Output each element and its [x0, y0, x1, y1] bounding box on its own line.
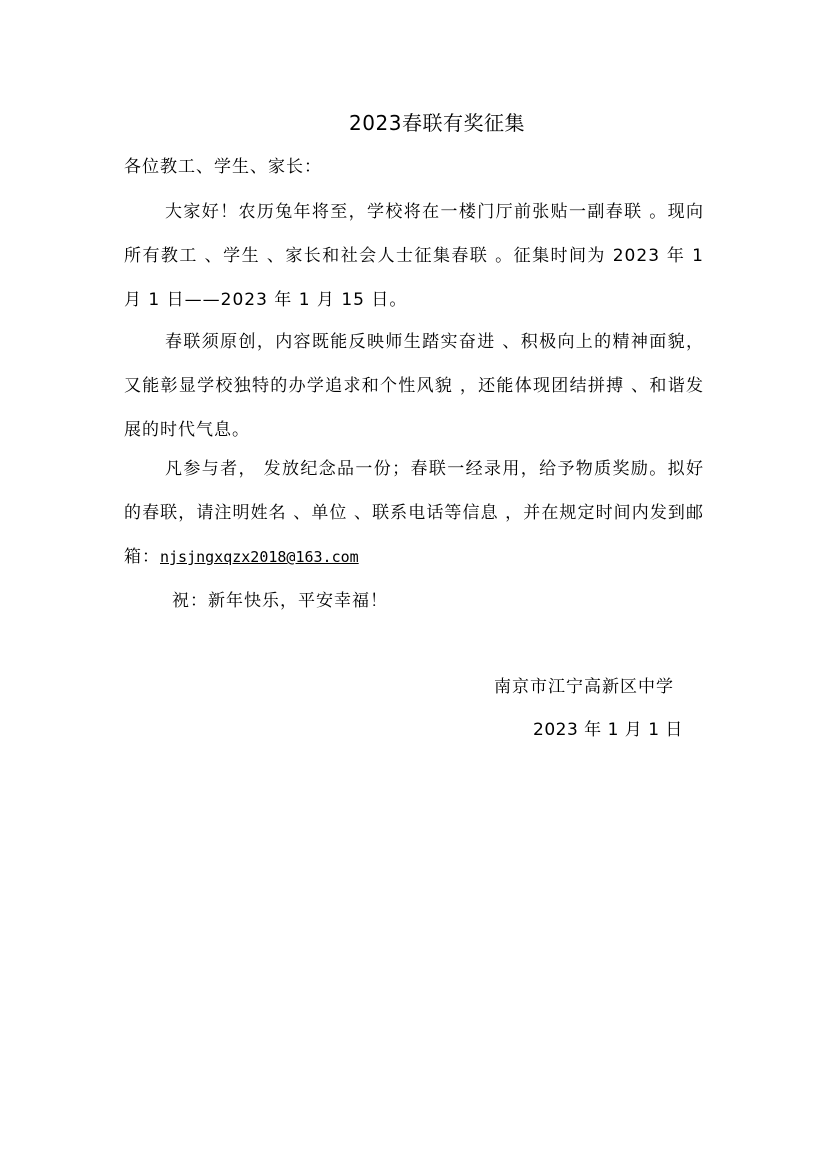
email-link[interactable]: njsjngxqzx2018@163.com [160, 548, 359, 566]
sign-date: 2023 年 1 月 1 日 [533, 720, 683, 740]
salutation: 各位教工、学生、家长： [124, 157, 322, 177]
paragraph-greeting: 大家好！农历兔年将至，学校将在一楼门厅前张贴一副春联 。现向所有教工 、学生 、家长和社会人士征集春联 。征集时间为 2023 年 1 月 1 日——2023 年 1 月 15 日。 [124, 202, 704, 310]
document-title: 2023春联有奖征集 [349, 111, 525, 135]
closing-wish: 祝：新年快乐，平安幸福！ [172, 591, 388, 611]
submission-text: 凡参与者， 发放纪念品一份；春联一经录用，给予物质奖励。拟好的春联，请注明姓名 、单位 、联系电话等信息 ，并在规定时间内发到邮箱： [124, 459, 704, 567]
paragraph-requirements: 春联须原创，内容既能反映师生踏实奋进 、积极向上的精神面貌，又能彰显学校独特的办学追求和个性风貌 ，还能体现团结拼搏 、和谐发展的时代气息。 [124, 332, 704, 440]
signer-name: 南京市江宁高新区中学 [494, 677, 674, 697]
paragraph-submission [124, 447, 704, 579]
